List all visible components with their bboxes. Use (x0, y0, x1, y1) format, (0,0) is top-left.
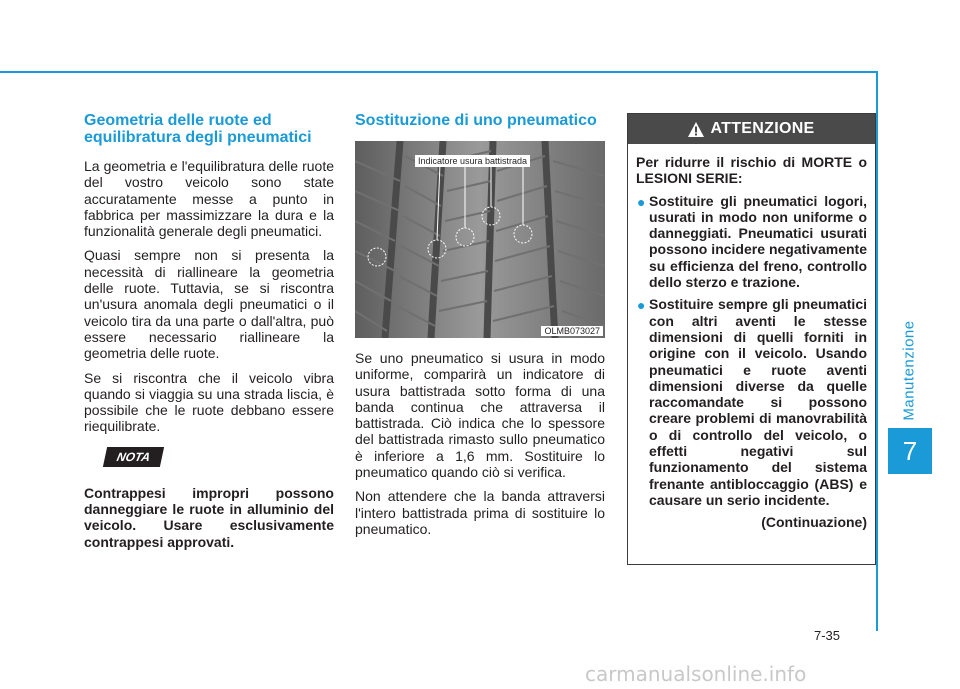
warning-intro: Per ridurre il rischio di MORTE o LESIONI SERIE: (636, 154, 867, 187)
warning-item: ● Sostituire sempre gli pneumatici con altri aventi le stesse dimensioni di quelli forniti in origine con il veicolo. Usando pneumatici e ruote aventi dimensioni diverse da quelle raccomandate si possono creare problemi di manovrabilità o di controllo del veicolo, o effetti negativi sul funzionamento del sistema frenante antibloccaggio (ABS) e causare un serio incidente. (637, 296, 867, 508)
top-rule (0, 71, 876, 73)
column-tire-replacement (355, 112, 605, 545)
column-wheel-alignment (84, 112, 334, 558)
paragraph: La geometria e l'equilibratura delle ruote del vostro veicolo sono state accuratamente messe a punto in fabbrica per massimizzare la dura e la funzionalità generale degli pneumatici. (84, 158, 334, 240)
tire-tread-figure (355, 141, 605, 338)
figure-code: OLMB073027 (541, 326, 603, 336)
continuation-label: (Continuazione) (761, 514, 867, 531)
side-rule (876, 71, 878, 631)
warning-body (628, 144, 875, 530)
warning-list (636, 193, 867, 509)
watermark: carmanualsonline.info (585, 662, 807, 686)
paragraph: Se si riscontra che il veicolo vibra quando si viaggia su una strada liscia, è possibile che le ruote debbano essere riequilibrate. (84, 369, 334, 435)
warning-item: ● Sostituire gli pneumatici logori, usurati in modo non uniforme o danneggiati. Pneumatici usurati possono incidere negativamente su efficienza del freno, controllo dello sterzo e trazione. (637, 192, 867, 291)
chapter-title: Manutenzione (900, 319, 918, 421)
chapter-number-badge: 7 (888, 428, 932, 474)
bullet-icon: ● (637, 193, 646, 210)
warning-triangle-icon (688, 122, 704, 137)
paragraph: Non attendere che la banda attraversi l'intero battistrada prima di sostituire lo pneumatico. (355, 488, 605, 537)
note-badge-wrap (84, 447, 334, 467)
section-heading-replacement: Sostituzione di uno pneumatico (355, 112, 597, 129)
note-badge: NOTA (103, 447, 164, 467)
section-heading-alignment: Geometria delle ruote ed equilibratura degli pneumatici (84, 112, 312, 146)
warning-header (628, 114, 875, 144)
note-text: Contrappesi impropri possono danneggiare le ruote in alluminio del veicolo. Usare esclusivamente contrappesi approvati. (84, 484, 334, 550)
tread-wear-indicator-label: Indicatore usura battistrada (415, 155, 530, 167)
paragraph: Quasi sempre non si presenta la necessità di riallineare la geometria delle ruote. Tuttavia, se si riscontra un'usura anomala degli pneumatici o il veicolo tira da una parte o dall'altra, può essere necessario riallineare la geometria delle ruote. (84, 247, 334, 362)
page-number: 7-35 (814, 628, 841, 643)
warning-box (627, 113, 876, 565)
bullet-icon: ● (637, 297, 646, 314)
tire-tread-illustration (355, 141, 605, 338)
warning-title: ATTENZIONE (710, 120, 815, 137)
paragraph: Se uno pneumatico si usura in modo uniforme, comparirà un indicatore di usura battistrada sotto forma di una banda continua che attraversa il battistrada. Ciò indica che lo spessore del battistrada rimasto sullo pneumatico è inferiore a 1,6 mm. Sostituire lo pneumatico quando ciò si verifica. (355, 350, 605, 481)
